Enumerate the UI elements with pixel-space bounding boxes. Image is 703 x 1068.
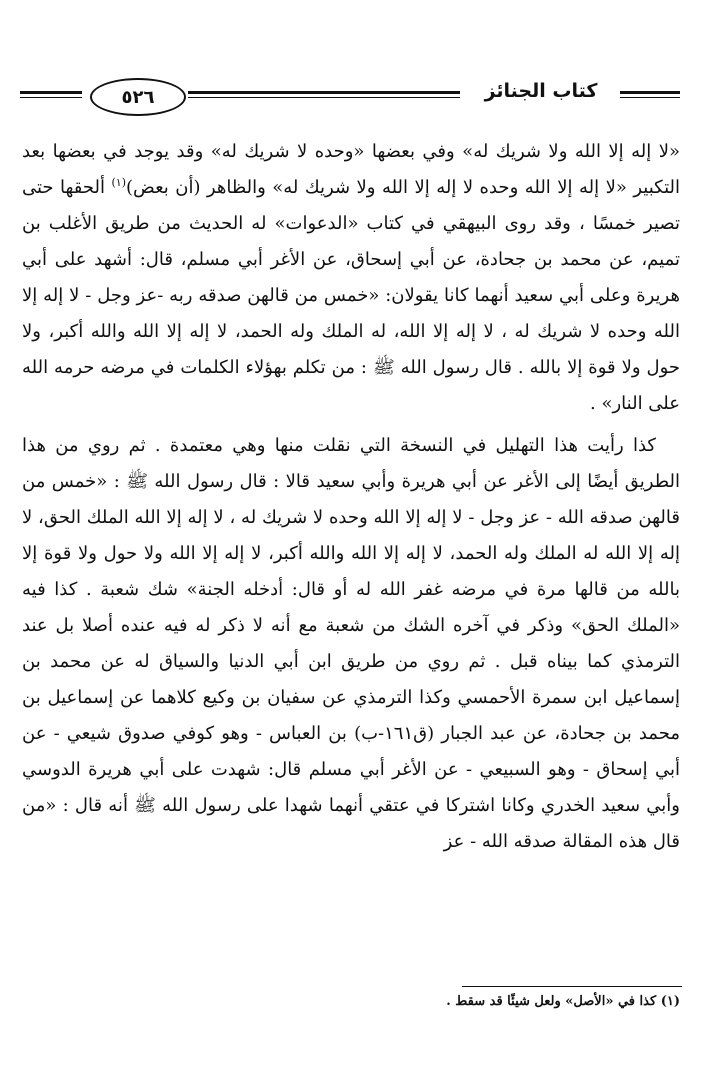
paragraph-2: كذا رأيت هذا التهليل في النسخة التي نقلت منها وهي معتمدة . ثم روي من هذا الطريق أيضًا إلى الأغر عن أبي هريرة وأبي سعيد قالا : قال رسول الله ﷺ : «خمس من قالهن صدقه الله - عز وجل - لا إله إلا الله وحده لا شريك له ، لا إله إلا الله الملك الحق، لا إله إلا الله له الملك وله الحمد، لا إله إلا الله والله أكبر، لا إله إلا الله ولا حول ولا قوة إلا بالله من قالها مرة في مرضه غفر الله له أو قال: أدخله الجنة» شك شعبة . كذا فيه «الملك الحق» وذكر في آخره الشك من شعبة مع أنه لا ذكر له فيه عنده أصلا بل عند الترمذي كما بيناه قبل . ثم روي من طريق ابن أبي الدنيا والسياق له عن محمد بن إسماعيل ابن سمرة الأحمسي وكذا الترمذي عن سفيان بن وكيع كلاهما عن إسماعيل بن محمد بن جحادة، عن عبد الجبار (ق١٦١-ب) بن العباس - وهو كوفي صدوق شيعي - عن أبي إسحاق - وهو السبيعي - عن الأغر أبي مسلم قال: شهدت على أبي هريرة الدوسي وأبي سعيد الخدري وكانا اشتركا في عتقي أنهما شهدا على رسول الله ﷺ أنه قال : «من قال هذه المقالة صدقه الله - عز	[22, 435, 680, 852]
footnote: (١) كذا في «الأصل» ولعل شيئًا قد سقط .	[446, 994, 680, 1009]
footnote-reference[interactable]: (١)	[111, 176, 126, 189]
header-rule-middle	[188, 91, 460, 98]
header-rule-right	[620, 91, 680, 98]
main-text	[22, 134, 680, 860]
paragraph-1	[22, 134, 680, 422]
page-number-badge	[90, 78, 186, 116]
header-rule-left	[20, 91, 82, 98]
paragraph-1-part-a: «لا إله إلا الله ولا شريك له» وفي بعضها «وحده لا شريك له» وقد يوجد في بعضها بعد التكبير «لا إله إلا الله وحده لا إله إلا الله ولا شريك له» والظاهر (أن بعض)	[22, 141, 680, 198]
page-header	[20, 78, 680, 120]
page-number: ٥٢٦	[121, 86, 155, 108]
footnote-divider	[462, 986, 682, 987]
running-title: كتاب الجنائز	[484, 80, 598, 102]
paragraph-1-part-b: ألحقها حتى تصير خمسًا ، وقد روى البيهقي في كتاب «الدعوات» له الحديث من طريق الأغلب بن تميم، عن محمد بن جحادة، عن أبي إسحاق، عن الأغر أبي مسلم، قال: أشهد على أبي هريرة وعلى أبي سعيد أنهما كانا يقولان: «خمس من قالهن صدقه ربه -عز وجل - لا إله إلا الله وحده لا شريك له ، لا إله إلا الله، له الملك وله الحمد، لا إله إلا الله والله أكبر، ولا حول ولا قوة إلا بالله . قال رسول الله ﷺ : من تكلم بهؤلاء الكلمات في مرضه حرمه الله على النار» .	[22, 177, 680, 414]
